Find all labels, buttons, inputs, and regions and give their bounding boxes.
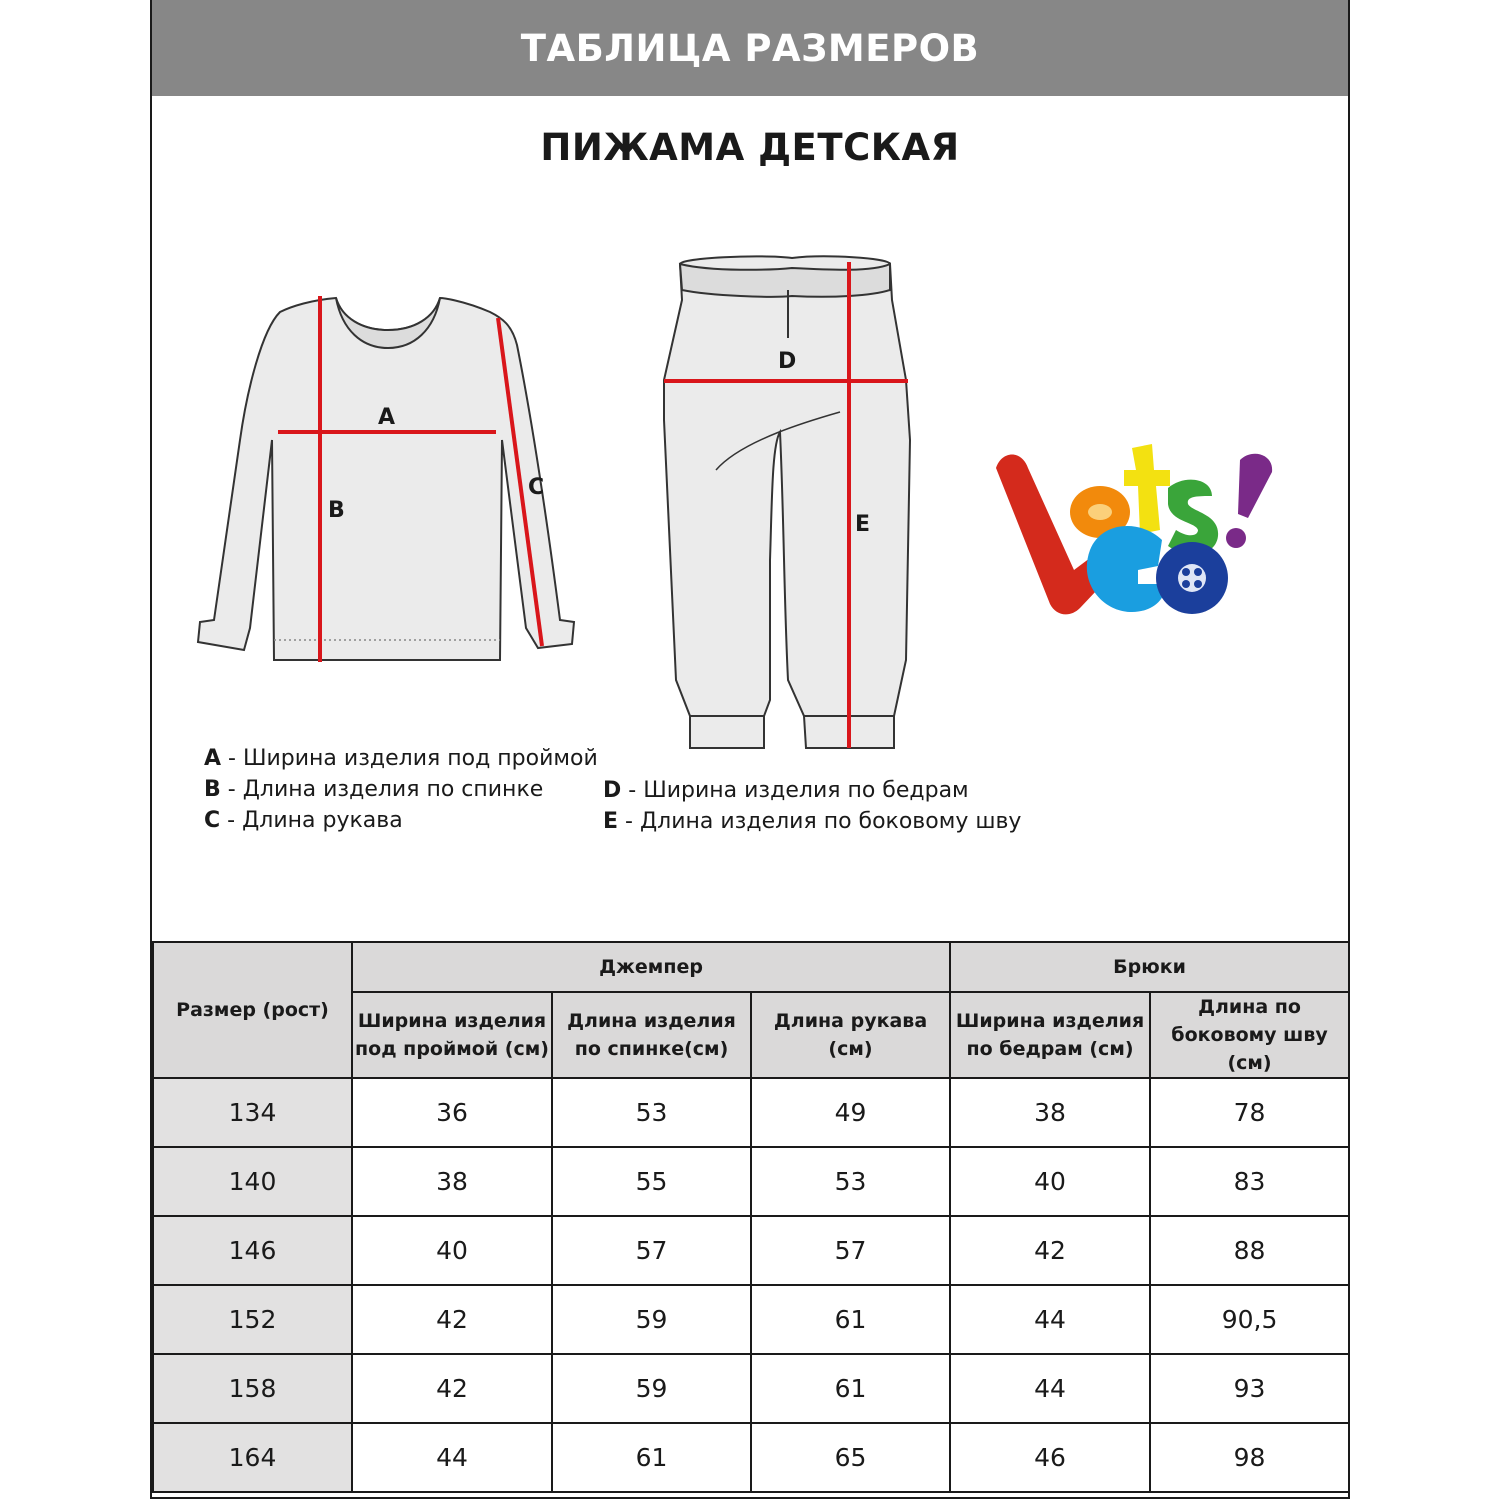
table-row (153, 1285, 1349, 1354)
legend-jumper (204, 743, 598, 836)
table-cell: 61 (751, 1285, 950, 1354)
size-cell: 140 (153, 1147, 352, 1216)
table-cell: 40 (352, 1216, 552, 1285)
table-cell: 55 (552, 1147, 751, 1216)
table-cell: 53 (552, 1078, 751, 1147)
table-row (153, 1147, 1349, 1216)
table-row (153, 1078, 1349, 1147)
column-header-a: Ширина изделия под проймой (см) (352, 992, 552, 1078)
lets-go-logo (996, 444, 1272, 614)
column-header-c: Длина рукава (см) (751, 992, 950, 1078)
table-cell: 59 (552, 1285, 751, 1354)
label-d: D (778, 349, 797, 374)
table-cell: 61 (751, 1354, 950, 1423)
table-cell: 44 (352, 1423, 552, 1492)
table-cell: 90,5 (1150, 1285, 1349, 1354)
table-row (153, 1354, 1349, 1423)
table-cell: 65 (751, 1423, 950, 1492)
table-cell: 40 (950, 1147, 1150, 1216)
size-table (152, 941, 1350, 1493)
legend-item-a: A - Ширина изделия под проймой (204, 746, 598, 771)
table-cell: 57 (552, 1216, 751, 1285)
table-cell: 57 (751, 1216, 950, 1285)
table-cell: 61 (552, 1423, 751, 1492)
table-cell: 78 (1150, 1078, 1349, 1147)
table-cell: 42 (352, 1285, 552, 1354)
table-cell: 93 (1150, 1354, 1349, 1423)
table-cell: 59 (552, 1354, 751, 1423)
pants-illustration (664, 256, 910, 748)
table-cell: 44 (950, 1285, 1150, 1354)
legend-item-c: C - Длина рукава (204, 808, 403, 833)
table-row (153, 1216, 1349, 1285)
legend-item-b: B - Длина изделия по спинке (204, 777, 544, 802)
label-e: E (855, 512, 871, 537)
table-cell: 42 (352, 1354, 552, 1423)
table-row (153, 1423, 1349, 1492)
column-header-b: Длина изделия по спинке(см) (552, 992, 751, 1078)
pants-group-header: Брюки (950, 942, 1349, 992)
table-cell: 88 (1150, 1216, 1349, 1285)
size-cell: 146 (153, 1216, 352, 1285)
table-cell: 98 (1150, 1423, 1349, 1492)
table-cell: 46 (950, 1423, 1150, 1492)
product-title: ПИЖАМА ДЕТСКАЯ (540, 126, 960, 169)
label-b: B (328, 498, 345, 523)
legend-item-e: E - Длина изделия по боковому шву (603, 809, 1022, 834)
table-cell: 38 (950, 1078, 1150, 1147)
size-cell: 134 (153, 1078, 352, 1147)
size-column-header: Размер (рост) (153, 942, 352, 1078)
table-cell: 42 (950, 1216, 1150, 1285)
size-chart-frame (150, 0, 1350, 1499)
column-header-e: Длина по боковому шву (см) (1150, 992, 1349, 1078)
page-title: ТАБЛИЦА РАЗМЕРОВ (520, 26, 980, 70)
label-a: A (378, 405, 396, 430)
jumper-group-header: Джемпер (352, 942, 950, 992)
table-cell: 53 (751, 1147, 950, 1216)
label-c: C (528, 475, 545, 500)
legend-item-d: D - Ширина изделия по бедрам (603, 778, 969, 803)
size-cell: 164 (153, 1423, 352, 1492)
size-cell: 152 (153, 1285, 352, 1354)
table-cell: 38 (352, 1147, 552, 1216)
size-cell: 158 (153, 1354, 352, 1423)
table-cell: 49 (751, 1078, 950, 1147)
legend-pants (603, 775, 1021, 837)
column-header-d: Ширина изделия по бедрам (см) (950, 992, 1150, 1078)
table-cell: 36 (352, 1078, 552, 1147)
table-cell: 44 (950, 1354, 1150, 1423)
table-cell: 83 (1150, 1147, 1349, 1216)
